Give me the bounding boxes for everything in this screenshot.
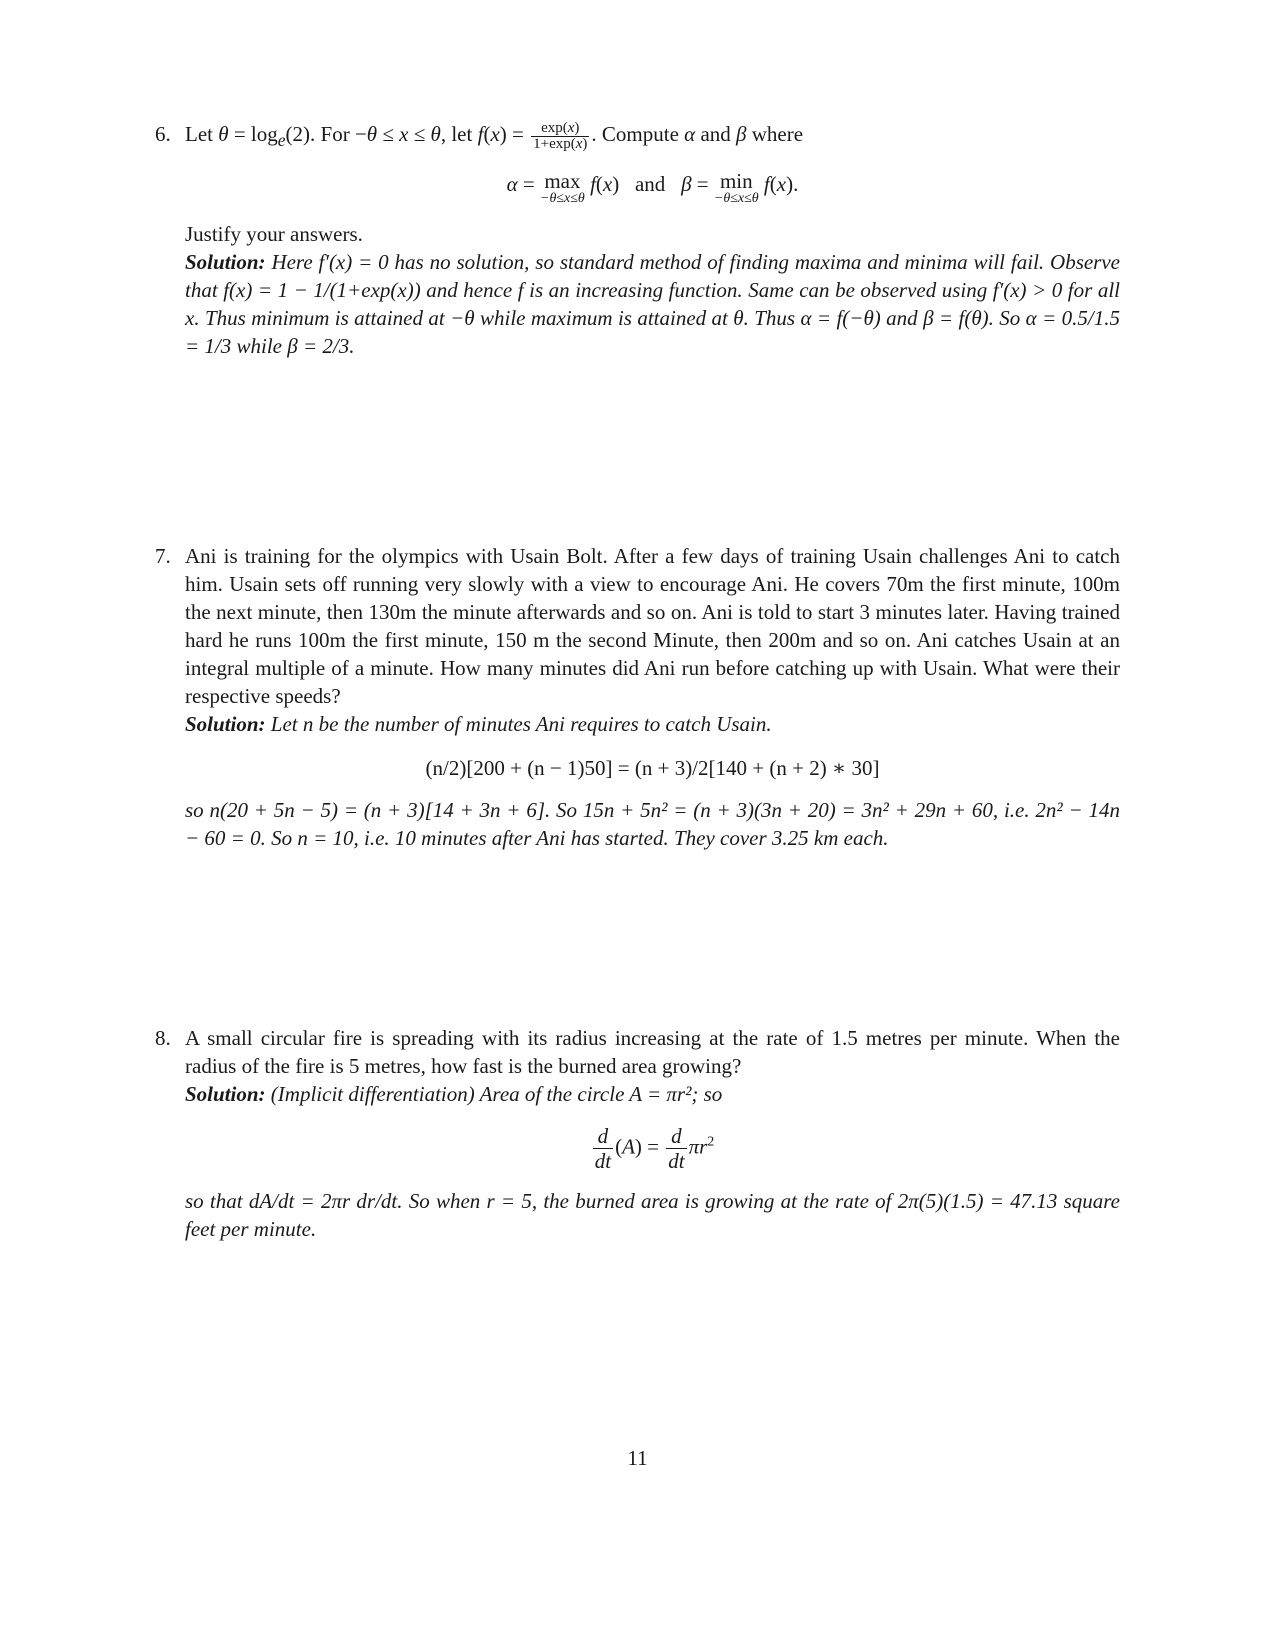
page-number: 11 [627, 1446, 648, 1470]
solution-label: Solution: [185, 1082, 266, 1106]
problem-statement: A small circular fire is spreading with its radius increasing at the rate of 1.5 metres per minute. When the radius of the fire is 5 metres, how fast is the burned area growing? [185, 1026, 1120, 1078]
display-equation: α = max −θ≤x≤θ f(x) and β = min −θ≤x≤θ f(x). [506, 169, 799, 207]
problem-statement: Ani is training for the olympics with Usain Bolt. After a few days of training Usain challenges Ani to catch him. Usain sets off running very slowly with a view to encourage Ani. He covers 70m the first minute, 100m the next minute, then 130m the minute afterwards and so on. Ani is told to start 3 minutes later. Having trained hard he runs 100m the first minute, 150 m the second Minute, then 200m and so on. Ani catches Usain at an integral multiple of a minute. How many minutes did Ani run before catching up with Usain. What were their respective speeds? [185, 544, 1120, 708]
solution [185, 248, 1120, 360]
fraction: $\frac{\exp(x)}{1+\exp(x)}$ [533, 119, 588, 152]
solution [185, 1080, 1120, 1108]
problem-number: 6. [155, 122, 171, 146]
justify-text: Justify your answers. [185, 222, 363, 247]
solution-text: so that dA/dt = 2πr dr/dt. So when r = 5, the burned area is growing at the rate of 2π(5)(1.5) = 47.13 square feet per minute. [185, 1189, 1120, 1241]
problem-7 [155, 542, 1120, 852]
display-equation: (n/2)[200 + (n − 1)50] = (n + 3)/2[140 + (n + 2) ∗ 30] [425, 756, 880, 780]
solution-intro: (Implicit differentiation) Area of the circle A = πr²; so [270, 1082, 723, 1106]
solution-label: Solution: [185, 250, 266, 275]
problem-number: 7. [155, 544, 171, 568]
solution-text: so n(20 + 5n − 5) = (n + 3)[14 + 3n + 6]. So 15n + 5n² = (n + 3)(3n + 20) = 3n² + 29n + 60, i.e. 2n² − 14n − 60 = 0. So n = 10, i.e. 10 minutes after Ani has started. They cover 3.25 km each. [185, 798, 1120, 850]
problem-statement: Let $\theta = \log_e(2)$. For −θ ≤ x ≤ θ, let f(x) = $\frac{\exp(x)}{1+\exp(x)}$ . Compute α and β where [185, 119, 804, 152]
solution-label: Solution: [185, 712, 266, 736]
problem-8 [155, 1024, 1120, 1243]
solution [185, 710, 1120, 738]
solution-text: Here f′(x) = 0 has no solution, so standard method of finding maxima and minima will fail. Observe that f(x) = 1 − 1/(1+exp(x)) and hence f is an increasing function. Same can be observed using f′(x) > 0 for all x. Thus minimum is attained at −θ while maximum is attained at θ. Thus α = f(−θ) and β = f(θ). So α = 0.5/1.5 = 1/3 while β = 2/3. [185, 250, 1121, 359]
problem-6 [155, 120, 1120, 360]
display-equation: $\frac{d}{dt}$ (A) = $\frac{d}{dt}$ $\pi r^2$ [594, 1124, 715, 1173]
problem-number: 8. [155, 1026, 171, 1050]
solution-intro: Let n be the number of minutes Ani requires to catch Usain. [270, 712, 772, 736]
